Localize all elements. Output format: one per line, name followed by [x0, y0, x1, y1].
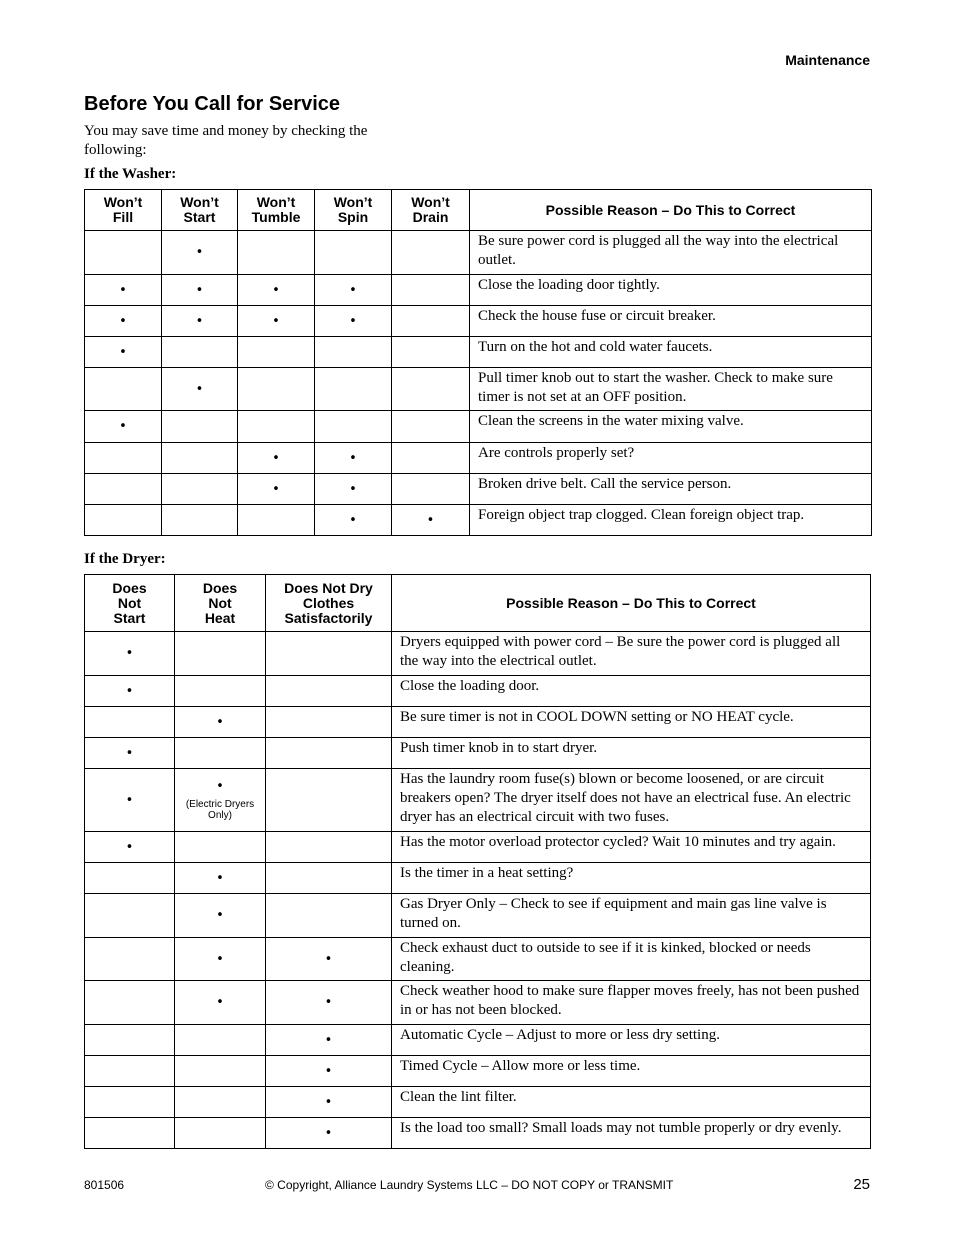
- dryer-symptom-cell: [85, 769, 175, 832]
- washer-table-row: [85, 443, 872, 474]
- bullet-mark: •: [426, 512, 435, 528]
- dryer-table-row: [85, 1056, 871, 1087]
- dryer-symptom-cell: [175, 981, 266, 1025]
- dryer-reason-cell: Check weather hood to make sure flapper moves freely, has not been pushed in or has not been blocked.: [392, 981, 871, 1025]
- dryer-symptom-cell: [266, 632, 392, 676]
- bullet-mark: •: [216, 870, 224, 886]
- washer-column-header: Won’t Spin: [315, 190, 392, 231]
- bullet-mark: •: [125, 839, 134, 855]
- dryer-symptom-cell: [175, 832, 266, 863]
- washer-symptom-cell: [162, 275, 238, 306]
- dryer-symptom-cell: [266, 863, 392, 894]
- dryer-symptom-cell: [85, 707, 175, 738]
- washer-symptom-cell: [162, 231, 238, 275]
- washer-symptom-cell: [85, 443, 162, 474]
- washer-symptom-cell: [162, 411, 238, 443]
- washer-symptom-cell: [238, 275, 315, 306]
- washer-symptom-cell: [392, 443, 470, 474]
- dryer-symptom-cell: [85, 1118, 175, 1149]
- dryer-reason-cell: Clean the lint filter.: [392, 1087, 871, 1118]
- bullet-mark: •: [195, 282, 204, 298]
- bullet-mark: •: [272, 450, 280, 466]
- dryer-table-row: [85, 632, 871, 676]
- bullet-mark: •: [272, 282, 280, 298]
- washer-symptom-cell: [162, 368, 238, 411]
- dryer-symptom-cell: [175, 863, 266, 894]
- dryer-symptom-cell: [175, 894, 266, 938]
- washer-symptom-cell: [315, 275, 392, 306]
- bullet-mark: •: [349, 313, 357, 329]
- section-header: Maintenance: [785, 52, 870, 68]
- washer-symptom-cell: [85, 368, 162, 411]
- washer-symptom-cell: [162, 337, 238, 368]
- bullet-mark: •: [272, 313, 280, 329]
- washer-symptom-cell: [392, 337, 470, 368]
- washer-symptom-cell: [238, 368, 315, 411]
- dryer-symptom-cell: [175, 1056, 266, 1087]
- washer-symptom-cell: [85, 337, 162, 368]
- dryer-reason-cell: Gas Dryer Only – Check to see if equipment and main gas line valve is turned on.: [392, 894, 871, 938]
- dryer-reason-cell: Timed Cycle – Allow more or less time.: [392, 1056, 871, 1087]
- dryer-symptom-cell: [175, 676, 266, 707]
- bullet-mark: •: [216, 995, 224, 1010]
- washer-symptom-cell: [392, 368, 470, 411]
- dryer-symptom-cell: [175, 769, 266, 832]
- bullet-mark: •: [324, 995, 333, 1010]
- washer-table-row: [85, 505, 872, 536]
- bullet-mark: •: [349, 282, 357, 298]
- dryer-reason-cell: Close the loading door.: [392, 676, 871, 707]
- washer-table-row: [85, 411, 872, 443]
- dryer-reason-cell: Is the load too small? Small loads may not tumble properly or dry evenly.: [392, 1118, 871, 1149]
- page-number: 25: [853, 1176, 870, 1193]
- washer-heading: If the Washer:: [84, 166, 177, 182]
- washer-troubleshooting-table: [84, 189, 872, 536]
- washer-symptom-cell: [315, 411, 392, 443]
- washer-header-row: [85, 190, 872, 231]
- dryer-header-row: [85, 575, 871, 632]
- dryer-column-header: Does Not Heat: [175, 575, 266, 632]
- washer-symptom-cell: [162, 474, 238, 505]
- dryer-troubleshooting-table: [84, 574, 871, 1149]
- washer-symptom-cell: [238, 443, 315, 474]
- washer-symptom-cell: [162, 443, 238, 474]
- dryer-symptom-cell: [85, 738, 175, 769]
- intro-text: You may save time and money by checking the following:: [84, 123, 368, 158]
- bullet-mark: •: [125, 792, 134, 808]
- dryer-symptom-cell: [175, 707, 266, 738]
- dryer-reason-cell: Is the timer in a heat setting?: [392, 863, 871, 894]
- dryer-symptom-cell: [85, 1025, 175, 1056]
- washer-symptom-cell: [392, 306, 470, 337]
- washer-symptom-cell: [315, 474, 392, 505]
- washer-symptom-cell: [315, 443, 392, 474]
- dryer-symptom-cell: [85, 1056, 175, 1087]
- dryer-symptom-cell: [266, 769, 392, 832]
- washer-reason-cell: Check the house fuse or circuit breaker.: [470, 306, 872, 337]
- dryer-reason-cell: Check exhaust duct to outside to see if it is kinked, blocked or needs cleaning.: [392, 938, 871, 981]
- dryer-symptom-cell: [175, 1118, 266, 1149]
- copyright-notice: © Copyright, Alliance Laundry Systems LLC – DO NOT COPY or TRANSMIT: [265, 1178, 674, 1192]
- washer-reason-cell: Broken drive belt. Call the service person.: [470, 474, 872, 505]
- washer-symptom-cell: [85, 505, 162, 536]
- bullet-mark: •: [125, 683, 134, 699]
- washer-column-header: Won’t Fill: [85, 190, 162, 231]
- dryer-symptom-cell: [266, 894, 392, 938]
- document-number: 801506: [84, 1178, 125, 1192]
- dryer-reason-cell: Automatic Cycle – Adjust to more or less dry setting.: [392, 1025, 871, 1056]
- bullet-mark: •: [216, 951, 224, 967]
- washer-reason-cell: Clean the screens in the water mixing valve.: [470, 411, 872, 443]
- dryer-reason-cell: Push timer knob in to start dryer.: [392, 738, 871, 769]
- washer-reason-cell: Pull timer knob out to start the washer. Check to make sure timer is not set at an OFF position.: [470, 368, 872, 411]
- dryer-column-header: Does Not Start: [85, 575, 175, 632]
- dryer-column-header: Possible Reason – Do This to Correct: [392, 575, 871, 632]
- washer-symptom-cell: [392, 231, 470, 275]
- bullet-mark: •: [195, 381, 204, 397]
- washer-symptom-cell: [85, 411, 162, 443]
- washer-reason-cell: Are controls properly set?: [470, 443, 872, 474]
- washer-symptom-cell: [85, 231, 162, 275]
- dryer-symptom-cell: [266, 738, 392, 769]
- bullet-mark: •: [324, 951, 333, 967]
- dryer-table-row: [85, 707, 871, 738]
- washer-table-row: [85, 231, 872, 275]
- washer-symptom-cell: [315, 231, 392, 275]
- dryer-symptom-cell: [266, 832, 392, 863]
- bullet-mark: •: [119, 344, 127, 360]
- washer-symptom-cell: [238, 505, 315, 536]
- washer-symptom-cell: [85, 474, 162, 505]
- dryer-table-row: [85, 738, 871, 769]
- washer-column-header: Won’t Drain: [392, 190, 470, 231]
- washer-table-row: [85, 306, 872, 337]
- bullet-mark: •: [216, 779, 224, 794]
- washer-symptom-cell: [392, 411, 470, 443]
- dryer-symptom-cell: [266, 938, 392, 981]
- washer-table-row: [85, 337, 872, 368]
- washer-symptom-cell: [315, 337, 392, 368]
- page-title: Before You Call for Service: [84, 93, 341, 115]
- bullet-mark: •: [125, 646, 134, 661]
- washer-symptom-cell: [85, 275, 162, 306]
- dryer-symptom-cell: [266, 1118, 392, 1149]
- washer-symptom-cell: [85, 306, 162, 337]
- bullet-mark: •: [216, 714, 224, 730]
- dryer-symptom-cell: [175, 738, 266, 769]
- dryer-symptom-cell: [266, 981, 392, 1025]
- dryer-symptom-cell: [85, 676, 175, 707]
- washer-reason-cell: Foreign object trap clogged. Clean foreign object trap.: [470, 505, 872, 536]
- bullet-mark: •: [324, 1063, 333, 1079]
- washer-symptom-cell: [392, 505, 470, 536]
- dryer-table-row: [85, 1087, 871, 1118]
- washer-column-header: Possible Reason – Do This to Correct: [470, 190, 872, 231]
- bullet-mark: •: [324, 1094, 333, 1110]
- dryer-symptom-cell: [85, 938, 175, 981]
- dryer-column-header: Does Not Dry Clothes Satisfactorily: [266, 575, 392, 632]
- bullet-mark: •: [195, 313, 204, 329]
- washer-symptom-cell: [238, 411, 315, 443]
- washer-symptom-cell: [315, 306, 392, 337]
- bullet-mark: •: [324, 1032, 333, 1048]
- dryer-reason-cell: Has the laundry room fuse(s) blown or become loosened, or are circuit breakers open? The dryer itself does not have an electrical fuse. An electric dryer has an electrical circuit with two fuses.: [392, 769, 871, 832]
- bullet-mark: •: [119, 282, 127, 298]
- washer-reason-cell: Close the loading door tightly.: [470, 275, 872, 306]
- dryer-table-row: [85, 894, 871, 938]
- dryer-symptom-cell: [85, 832, 175, 863]
- washer-table-row: [85, 474, 872, 505]
- dryer-table-row: [85, 981, 871, 1025]
- bullet-mark: •: [216, 908, 224, 923]
- dryer-table-row: [85, 832, 871, 863]
- dryer-table-row: [85, 863, 871, 894]
- dryer-symptom-cell: [175, 632, 266, 676]
- washer-symptom-cell: [162, 306, 238, 337]
- dryer-symptom-cell: [175, 938, 266, 981]
- bullet-mark: •: [119, 313, 127, 329]
- washer-symptom-cell: [392, 275, 470, 306]
- washer-column-header: Won’t Start: [162, 190, 238, 231]
- washer-symptom-cell: [238, 337, 315, 368]
- dryer-symptom-cell: [85, 1087, 175, 1118]
- dryer-symptom-cell: [266, 1025, 392, 1056]
- washer-symptom-cell: [238, 306, 315, 337]
- dryer-table-row: [85, 676, 871, 707]
- bullet-mark: •: [125, 745, 134, 761]
- dryer-reason-cell: Be sure timer is not in COOL DOWN setting or NO HEAT cycle.: [392, 707, 871, 738]
- washer-symptom-cell: [162, 505, 238, 536]
- dryer-table-row: [85, 769, 871, 832]
- dryer-heading: If the Dryer:: [84, 551, 166, 567]
- bullet-mark: •: [195, 245, 204, 260]
- washer-table-row: [85, 275, 872, 306]
- washer-reason-cell: Be sure power cord is plugged all the way into the electrical outlet.: [470, 231, 872, 275]
- dryer-reason-cell: Dryers equipped with power cord – Be sure the power cord is plugged all the way into the electrical outlet.: [392, 632, 871, 676]
- washer-symptom-cell: [392, 474, 470, 505]
- dryer-table-row: [85, 1118, 871, 1149]
- dryer-symptom-cell: [266, 707, 392, 738]
- washer-symptom-cell: [315, 505, 392, 536]
- dryer-symptom-cell: [266, 676, 392, 707]
- washer-reason-cell: Turn on the hot and cold water faucets.: [470, 337, 872, 368]
- bullet-mark: •: [349, 512, 357, 528]
- dryer-table-row: [85, 938, 871, 981]
- bullet-mark: •: [349, 481, 357, 497]
- bullet-mark: •: [272, 481, 280, 497]
- washer-table-row: [85, 368, 872, 411]
- bullet-mark: •: [349, 450, 357, 466]
- dryer-symptom-cell: [85, 894, 175, 938]
- washer-symptom-cell: [238, 231, 315, 275]
- bullet-mark: •: [119, 419, 127, 434]
- dryer-symptom-cell: [175, 1025, 266, 1056]
- dryer-symptom-cell: [266, 1087, 392, 1118]
- dryer-symptom-cell: [85, 981, 175, 1025]
- bullet-mark: •: [324, 1125, 333, 1141]
- dryer-symptom-cell: [85, 632, 175, 676]
- washer-symptom-cell: [238, 474, 315, 505]
- washer-column-header: Won’t Tumble: [238, 190, 315, 231]
- dryer-symptom-cell: [266, 1056, 392, 1087]
- dryer-table-row: [85, 1025, 871, 1056]
- dryer-symptom-cell: [85, 863, 175, 894]
- electric-dryers-note: (Electric Dryers Only): [185, 799, 255, 821]
- dryer-reason-cell: Has the motor overload protector cycled? Wait 10 minutes and try again.: [392, 832, 871, 863]
- washer-symptom-cell: [315, 368, 392, 411]
- dryer-symptom-cell: [175, 1087, 266, 1118]
